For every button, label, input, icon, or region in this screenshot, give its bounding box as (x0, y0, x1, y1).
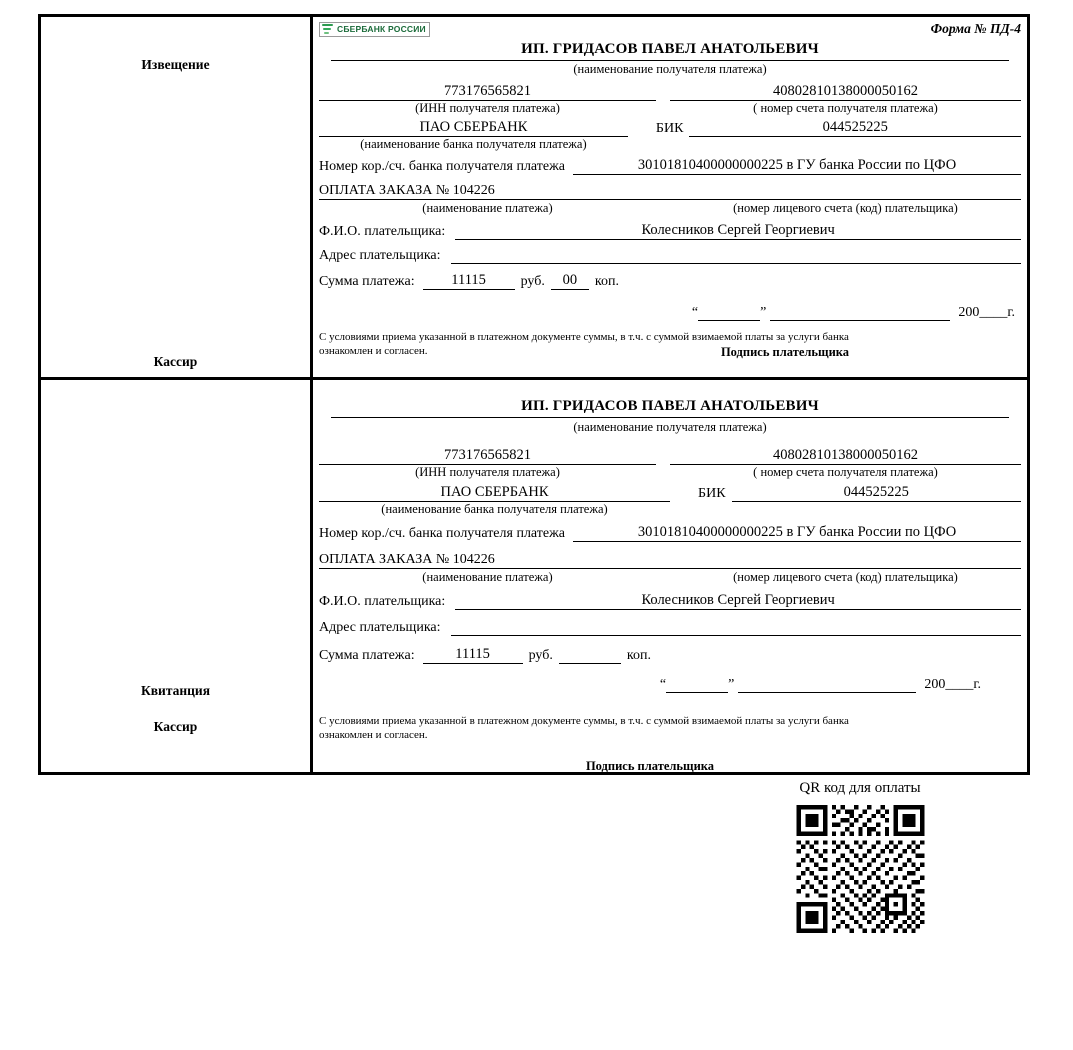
receipt-body (313, 380, 1027, 772)
corr-account-value-top: 30101810400000000225 в ГУ банка России по ЦФО (573, 157, 1021, 175)
date-quote-open-bottom: “ (659, 677, 667, 692)
payer-fio-value-bottom: Колесников Сергей Георгиевич (455, 592, 1021, 610)
caption-account-bottom: ( номер счета получателя платежа) (753, 465, 938, 479)
caption-inn-top: (ИНН получателя платежа) (415, 101, 560, 115)
account-value-top: 40802810138000050162 (670, 83, 1021, 101)
amount-kop-label-bottom: коп. (626, 648, 651, 663)
stub-label-cashier-bottom: Кассир (153, 719, 198, 734)
date-quote-open-top: “ (691, 305, 699, 320)
amount-label-top: Сумма платежа: (319, 274, 415, 289)
payer-address-value-top (451, 263, 1021, 264)
conditions-line1-top: С условиями приема указанной в платежном документе суммы, в т.ч. с суммой взимаемой платы за услуги банка (319, 331, 849, 343)
recipient-name-top: ИП. ГРИДАСОВ ПАВЕЛ АНАТОЛЬЕВИЧ (331, 41, 1009, 61)
amount-kop-label-top: коп. (594, 274, 619, 289)
payer-address-value-bottom (451, 635, 1021, 636)
conditions-line2-top: ознакомлен и согласен. (319, 344, 428, 357)
caption-payment-name-top: (наименование платежа) (422, 201, 553, 215)
caption-recipient-bottom: (наименование получателя платежа) (573, 420, 767, 434)
payer-fio-label-bottom: Ф.И.О. плательщика: (319, 594, 446, 609)
payment-name-value-top: ОПЛАТА ЗАКАЗА № 104226 (319, 183, 1021, 200)
bank-name-value-bottom: ПАО СБЕРБАНК (319, 484, 670, 502)
caption-personal-account-bottom: (номер лицевого счета (код) плательщика) (733, 570, 958, 584)
amount-rub-label-top: руб. (520, 274, 545, 289)
date-year-top: 200____г. (958, 305, 1015, 320)
payer-address-label-bottom: Адрес плательщика: (319, 620, 441, 635)
notice-stub (41, 17, 313, 377)
corr-account-value-bottom: 30101810400000000225 в ГУ банка России по ЦФО (573, 524, 1021, 542)
form-number: Форма № ПД-4 (930, 21, 1021, 36)
amount-rub-value-top: 11115 (423, 272, 515, 290)
payment-name-value-bottom: ОПЛАТА ЗАКАЗА № 104226 (319, 552, 1021, 569)
caption-inn-bottom: (ИНН получателя платежа) (415, 465, 560, 479)
bik-value-bottom: 044525225 (732, 484, 1021, 502)
bank-name-value-top: ПАО СБЕРБАНК (319, 119, 628, 137)
sberbank-logo (319, 22, 430, 37)
amount-rub-value-bottom: 11115 (423, 646, 523, 664)
conditions-line1-bottom: С условиями приема указанной в платежном документе суммы, в т.ч. с суммой взимаемой платы за услуги банка (319, 715, 849, 727)
account-value-bottom: 40802810138000050162 (670, 447, 1021, 465)
signature-label-top: Подпись плательщика (720, 344, 850, 359)
payment-form-pd4 (38, 14, 1030, 775)
date-quote-close-bottom: ” (728, 677, 735, 692)
stub-label-notice: Извещение (141, 57, 210, 72)
recipient-name-bottom: ИП. ГРИДАСОВ ПАВЕЛ АНАТОЛЬЕВИЧ (331, 398, 1009, 418)
conditions-line2-bottom: ознакомлен и согласен. (319, 728, 428, 741)
caption-account-top: ( номер счета получателя платежа) (753, 101, 938, 115)
corr-account-label-bottom: Номер кор./сч. банка получателя платежа (319, 526, 565, 541)
qr-code-image (783, 805, 938, 933)
inn-value-bottom: 773176565821 (319, 447, 656, 465)
bik-label-top: БИК (655, 121, 684, 136)
bik-label-bottom: БИК (698, 486, 726, 501)
amount-rub-label-bottom: руб. (528, 648, 553, 663)
date-year-bottom: 200____г. (924, 677, 981, 692)
qr-title: QR код для оплаты (799, 780, 921, 796)
signature-label-bottom: Подпись плательщика (585, 758, 715, 773)
header-row (319, 21, 1021, 37)
payer-address-label-top: Адрес плательщика: (319, 248, 441, 263)
payer-fio-label-top: Ф.И.О. плательщика: (319, 224, 446, 239)
receipt-stub (41, 380, 313, 772)
caption-bank-name-top: (наименование банка получателя платежа) (360, 137, 587, 151)
caption-payment-name-bottom: (наименование платежа) (422, 570, 553, 584)
date-quote-close-top: ” (760, 305, 767, 320)
caption-personal-account-top: (номер лицевого счета (код) плательщика) (733, 201, 958, 215)
receipt-section (41, 380, 1027, 772)
notice-body (313, 17, 1027, 377)
amount-kop-value-bottom (559, 663, 621, 664)
payer-fio-value-top: Колесников Сергей Георгиевич (455, 222, 1021, 240)
stub-label-cashier-top: Кассир (153, 354, 198, 369)
amount-kop-value-top: 00 (551, 272, 589, 290)
sberbank-mark-icon (322, 24, 334, 34)
amount-label-bottom: Сумма платежа: (319, 648, 415, 663)
qr-section (770, 780, 950, 933)
inn-value-top: 773176565821 (319, 83, 656, 101)
bik-value-top: 044525225 (689, 119, 1021, 137)
caption-bank-name-bottom: (наименование банка получателя платежа) (381, 502, 608, 516)
sberbank-logo-text: СБЕРБАНК РОССИИ (337, 24, 426, 34)
caption-recipient-top: (наименование получателя платежа) (573, 62, 767, 76)
notice-section (41, 17, 1027, 380)
stub-label-receipt: Квитанция (140, 683, 211, 698)
corr-account-label-top: Номер кор./сч. банка получателя платежа (319, 159, 565, 174)
